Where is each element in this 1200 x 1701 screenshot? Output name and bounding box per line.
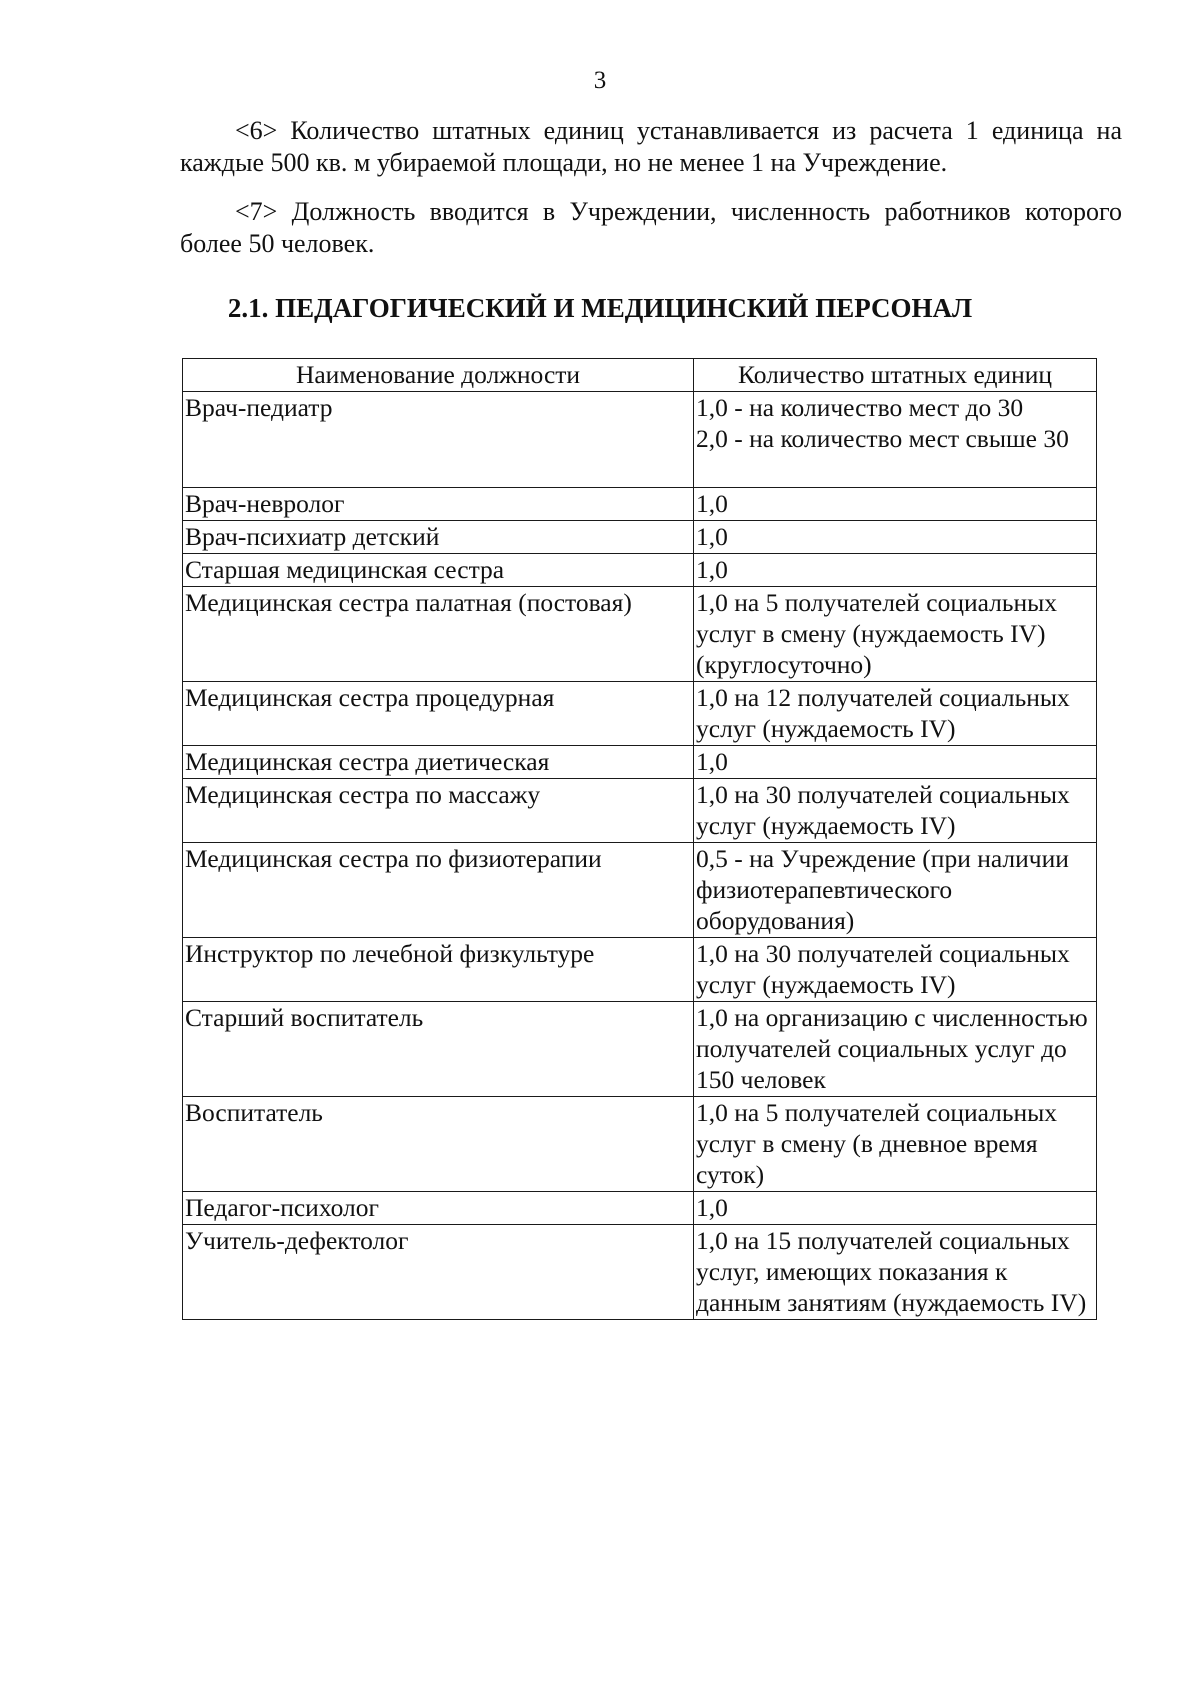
units-cell: 1,0 на 5 получателей социальных услуг в смену (в дневное время суток) xyxy=(694,1097,1097,1192)
units-cell: 1,0 - на количество мест до 30 2,0 - на количество мест свыше 30 xyxy=(694,392,1097,488)
position-cell: Медицинская сестра диетическая xyxy=(183,746,694,779)
units-cell: 1,0 xyxy=(694,1192,1097,1225)
position-cell: Медицинская сестра по массажу xyxy=(183,779,694,843)
units-cell: 1,0 xyxy=(694,554,1097,587)
units-cell: 1,0 на 12 получателей социальных услуг (нуждаемость IV) xyxy=(694,682,1097,746)
units-cell: 1,0 на 15 получателей социальных услуг, имеющих показания к данным занятиям (нуждаемость IV) xyxy=(694,1225,1097,1320)
table-row xyxy=(183,1225,1097,1320)
position-cell: Учитель-дефектолог xyxy=(183,1225,694,1320)
table-row xyxy=(183,1097,1097,1192)
table-row xyxy=(183,938,1097,1002)
units-cell: 1,0 xyxy=(694,488,1097,521)
position-cell: Старший воспитатель xyxy=(183,1002,694,1097)
table-row xyxy=(183,1002,1097,1097)
position-cell: Педагог-психолог xyxy=(183,1192,694,1225)
units-cell: 1,0 на организацию с численностью получателей социальных услуг до 150 человек xyxy=(694,1002,1097,1097)
page-number: 3 xyxy=(593,67,607,94)
table-row xyxy=(183,392,1097,488)
table-row xyxy=(183,587,1097,682)
table-row xyxy=(183,682,1097,746)
header-position: Наименование должности xyxy=(183,359,694,392)
staffing-table xyxy=(182,358,1097,1320)
position-cell: Медицинская сестра по физиотерапии xyxy=(183,843,694,938)
footnote-6: <6> Количество штатных единиц устанавливается из расчета 1 единица на каждые 500 кв. м убираемой площади, но не менее 1 на Учреждение. xyxy=(180,116,1122,177)
position-cell: Врач-психиатр детский xyxy=(183,521,694,554)
position-cell: Инструктор по лечебной физкультуре xyxy=(183,938,694,1002)
section-title: 2.1. ПЕДАГОГИЧЕСКИЙ И МЕДИЦИНСКИЙ ПЕРСОНАЛ xyxy=(227,293,973,323)
table-row xyxy=(183,779,1097,843)
position-cell: Врач-невролог xyxy=(183,488,694,521)
position-cell: Медицинская сестра палатная (постовая) xyxy=(183,587,694,682)
units-cell: 1,0 xyxy=(694,746,1097,779)
position-cell: Медицинская сестра процедурная xyxy=(183,682,694,746)
units-cell: 1,0 на 30 получателей социальных услуг (нуждаемость IV) xyxy=(694,779,1097,843)
table-row xyxy=(183,746,1097,779)
table-row xyxy=(183,554,1097,587)
units-cell: 1,0 xyxy=(694,521,1097,554)
units-cell: 0,5 - на Учреждение (при наличии физиотерапевтического оборудования) xyxy=(694,843,1097,938)
units-cell: 1,0 на 5 получателей социальных услуг в смену (нуждаемость IV) (круглосуточно) xyxy=(694,587,1097,682)
table-row xyxy=(183,488,1097,521)
position-cell: Старшая медицинская сестра xyxy=(183,554,694,587)
table-row xyxy=(183,1192,1097,1225)
position-cell: Воспитатель xyxy=(183,1097,694,1192)
footnote-7: <7> Должность вводится в Учреждении, численность работников которого более 50 человек. xyxy=(180,197,1122,258)
units-cell: 1,0 на 30 получателей социальных услуг (нуждаемость IV) xyxy=(694,938,1097,1002)
table-row xyxy=(183,521,1097,554)
header-units: Количество штатных единиц xyxy=(694,359,1097,392)
table-row xyxy=(183,843,1097,938)
table-header-row xyxy=(183,359,1097,392)
position-cell: Врач-педиатр xyxy=(183,392,694,488)
